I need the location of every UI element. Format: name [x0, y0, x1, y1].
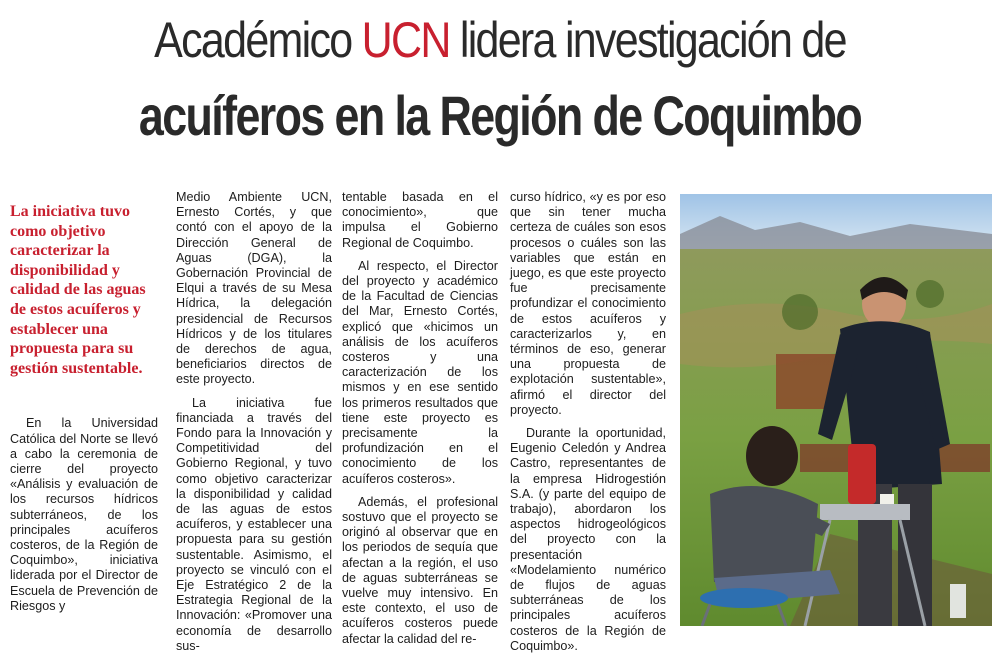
- lead-paragraph: La iniciativa tuvo como objetivo caracterizar la disponibilidad y calidad de las aguas de estos acuíferos y establecer una propuesta para su gestión sustentable.: [10, 203, 146, 377]
- sample-bottle: [848, 444, 876, 504]
- article-column-3: [342, 190, 498, 647]
- headline-line-1: [70, 4, 930, 76]
- article-column-4: [510, 190, 666, 654]
- headline-accent-ucn: UCN: [361, 12, 450, 68]
- woman-hair: [746, 426, 798, 486]
- column-2-paragraph-2: La iniciativa fue financiada a través del Fondo para la Innovación y Competitividad del Gobierno Regional, y tuvo como objetivo caracterizar la disponibilidad y calidad de las aguas de estos acuíferos, y establecer una propuesta para su gestión sustentable. Asimismo, el proyecto se vinculó con el Eje Estratégico 2 de la Estrategia Regional de la Innovación: «Promover una economía de desarrollo sus-: [176, 395, 332, 653]
- headline-prefix: Académico: [154, 12, 362, 68]
- equipment-tray: [820, 504, 910, 520]
- field-photo: [680, 194, 992, 626]
- column-4-paragraph-2: Durante la oportunidad, Eugenio Celedón y Andrea Castro, representantes de la empresa Hidrogestión S.A. (y parte del equipo de trabajo), abordaron los aspectos hidrogeológicos del proyecto con la presentación «Modelamiento numérico de flujos de aguas subterráneas de los principales acuíferos costeros de la Región de Coquimbo».: [510, 426, 666, 653]
- column-1-paragraph-1: En la Universidad Católica del Norte se llevó a cabo la ceremonia de cierre del proyecto «Análisis y evaluación de los recursos hídricos subterráneos, de los principales acuíferos costeros, de la Región de Coquimbo», iniciativa liderada por el Director de Escuela de Prevención de Riesgos y: [10, 416, 158, 613]
- woman-jacket: [710, 486, 818, 582]
- field-photo-illustration: [680, 194, 992, 626]
- blue-stool: [700, 588, 788, 608]
- article-column-1: [10, 190, 158, 614]
- shrub: [916, 280, 944, 308]
- column-4-paragraph-1: curso hídrico, «y es por eso que sin tener mucha certeza de cuáles son esos procesos o cuáles son las variables que están en juego, es que este proyecto fue precisamente profundizar el conocimiento de estos acuíferos y caracterizarlos y, en términos de eso, generar una propuesta de explotación sustentable», afirmó el director del proyecto.: [510, 190, 666, 417]
- headline-suffix: lidera investigación de: [449, 12, 846, 68]
- shrub: [782, 294, 818, 330]
- column-3-paragraph-2: Al respecto, el Director del proyecto y académico de la Facultad de Ciencias del Mar, Ernesto Cortés, explicó que «hicimos un análisis de los acuíferos costeros y una caracterización de los mismos y en ese sentido los primeros resultados que tiene este proyecto es precisamente la profundización en el conocimiento de los acuíferos costeros».: [342, 258, 498, 486]
- column-2-paragraph-1: Medio Ambiente UCN, Ernesto Cortés, y que contó con el apoyo de la Dirección General de Aguas (DGA), la Gobernación Provincial de Elqui a través de su Mesa Hídrica, la delegación presidencial de Recursos Hídricos y de los titulares de derechos de agua, beneficiarios directos de este proyecto.: [176, 190, 332, 387]
- column-3-paragraph-3: Además, el profesional sostuvo que el proyecto se originó al observar que en los periodos de sequía que afectan a la región, el uso de aguas subterráneas se vuelve muy intensivo. En este contexto, el uso de acuíferos costeros puede afectar la calidad del re-: [342, 494, 498, 646]
- white-container: [950, 584, 966, 618]
- column-3-paragraph-1: tentable basada en el conocimiento», que impulsa el Gobierno Regional de Coquimbo.: [342, 190, 498, 250]
- headline-line-2: acuíferos en la Región de Coquimbo: [138, 84, 862, 147]
- article-column-2: [176, 190, 332, 654]
